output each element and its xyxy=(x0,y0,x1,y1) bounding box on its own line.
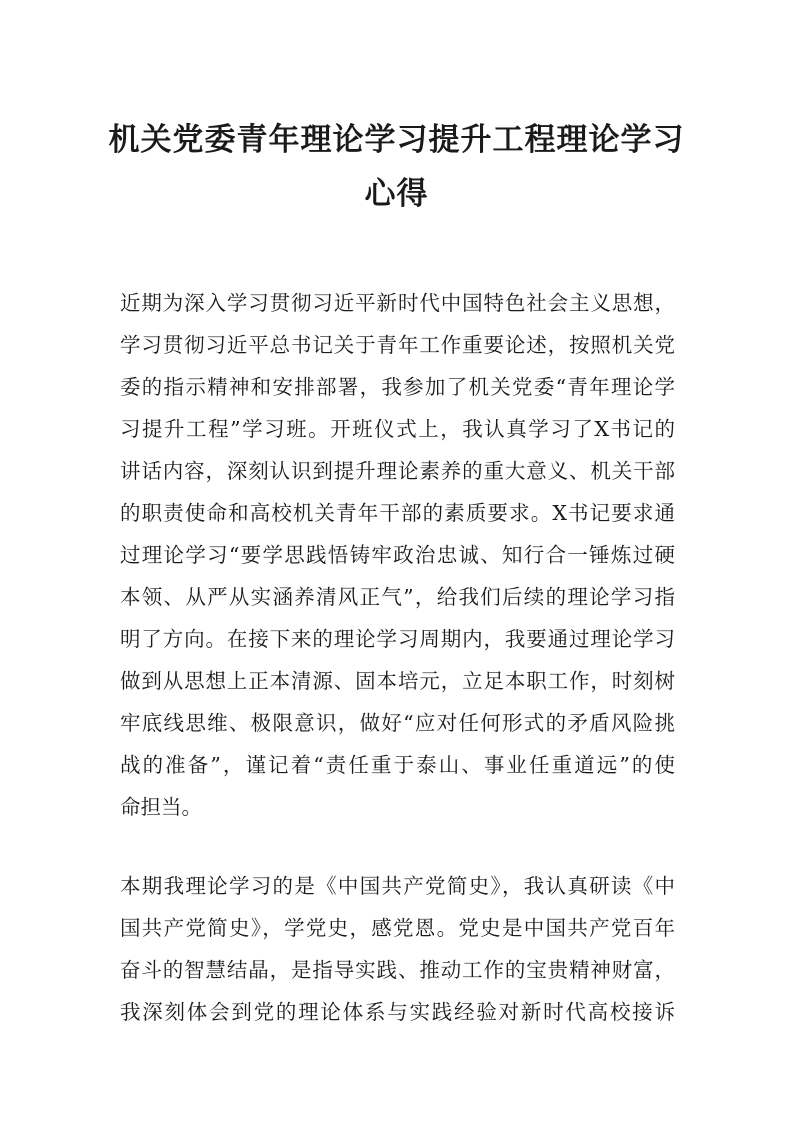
paragraph-1-line: 委的指示精神和安排部署，我参加了机关党委“青年理论学 xyxy=(120,375,675,399)
paragraph-1-line: 本领、从严从实涵养清风正气”，给我们后续的理论学习指 xyxy=(120,585,675,609)
paragraph-2-line: 奋斗的智慧结晶，是指导实践、推动工作的宝贵精神财富， xyxy=(120,958,675,982)
paragraph-1-line: 明了方向。在接下来的理论学习周期内，我要通过理论学习 xyxy=(120,627,675,651)
paragraph-1-line: 的职责使命和高校机关青年干部的素质要求。X书记要求通 xyxy=(120,501,675,525)
paragraph-1-line: 学习贯彻习近平总书记关于青年工作重要论述，按照机关党 xyxy=(120,333,675,357)
paragraph-1-line: 命担当。 xyxy=(120,795,202,819)
paragraph-1-line: 习提升工程”学习班。开班仪式上，我认真学习了X书记的 xyxy=(120,417,675,441)
paragraph-2-line: 本期我理论学习的是《中国共产党简史》，我认真研读《中 xyxy=(120,874,675,898)
paragraph-2-line: 国共产党简史》，学党史，感党恩。党史是中国共产党百年 xyxy=(120,916,675,940)
document-title-line-1: 机关党委青年理论学习提升工程理论学习 xyxy=(108,122,685,158)
paragraph-1-line: 战的准备”，谨记着“责任重于泰山、事业任重道远”的使 xyxy=(120,753,675,777)
paragraph-1-line: 讲话内容，深刻认识到提升理论素养的重大意义、机关干部 xyxy=(120,459,675,483)
paragraph-1-line: 牢底线思维、极限意识，做好“应对任何形式的矛盾风险挑 xyxy=(120,711,675,735)
document-title-line-2: 心得 xyxy=(364,176,429,212)
paragraph-1-line: 近期为深入学习贯彻习近平新时代中国特色社会主义思想， xyxy=(120,291,675,315)
paragraph-2-line: 我深刻体会到党的理论体系与实践经验对新时代高校接诉 xyxy=(120,1000,675,1024)
paragraph-1-line: 做到从思想上正本清源、固本培元，立足本职工作，时刻树 xyxy=(120,669,675,693)
paragraph-1-line: 过理论学习“要学思践悟铸牢政治忠诚、知行合一锤炼过硬 xyxy=(120,543,675,567)
